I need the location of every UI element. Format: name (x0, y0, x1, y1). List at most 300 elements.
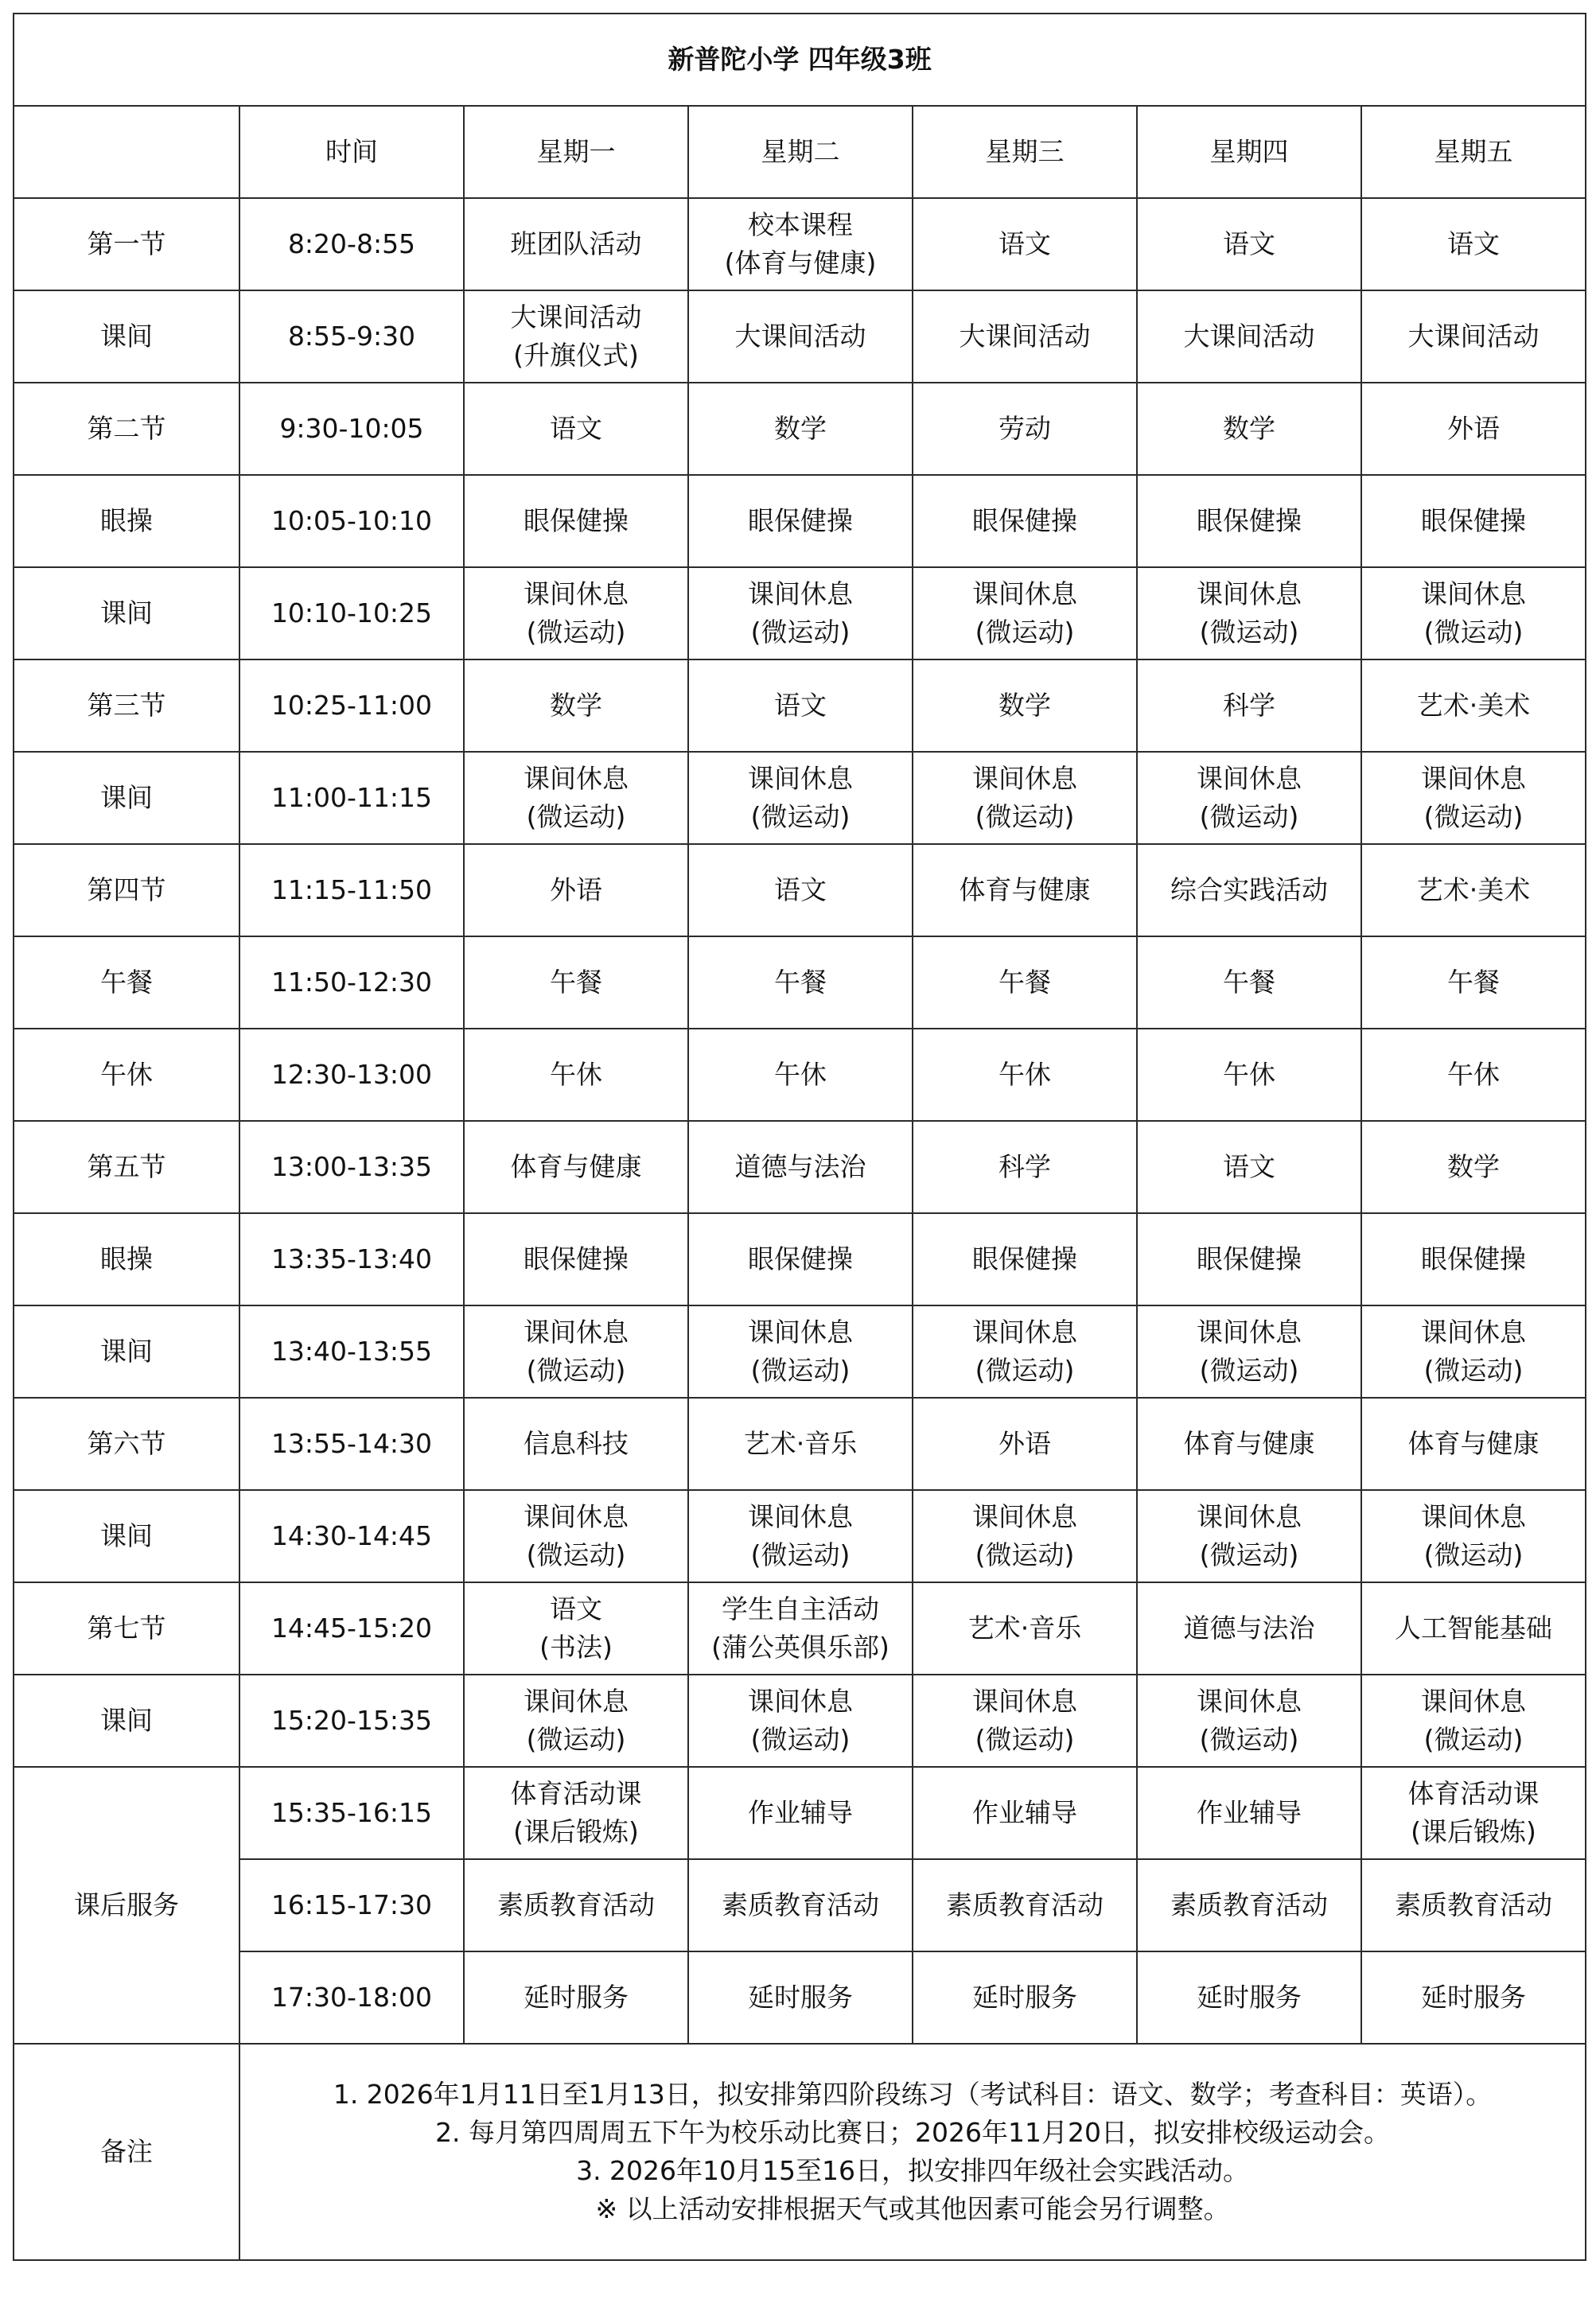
period-label-text: 课间 (100, 1705, 153, 1736)
header-friday: 星期五 (1361, 106, 1586, 198)
cell-wednesday-text: 素质教育活动 (946, 1889, 1104, 1920)
period-label-text: 午餐 (100, 967, 153, 998)
cell-thursday (1137, 1121, 1361, 1213)
cell-monday-text: (升旗仪式) (513, 340, 639, 371)
cell-friday-text: 大课间活动 (1407, 321, 1540, 352)
period-label-text: 第一节 (87, 228, 166, 259)
cell-wednesday-text: (微运动) (975, 1355, 1075, 1386)
cell-thursday-text: 课间休息 (1197, 578, 1302, 609)
cell-monday-text: 课间休息 (524, 1317, 629, 1348)
header-corner (14, 106, 239, 198)
cell-wednesday (913, 844, 1137, 936)
cell-tuesday-text: 作业辅导 (748, 1797, 853, 1828)
cell-tuesday-text: 课间休息 (748, 1317, 853, 1348)
schedule-row (14, 290, 1586, 383)
cell-friday (1361, 1951, 1586, 2044)
period-label (14, 290, 239, 383)
timetable-title: 新普陀小学 四年级3班 (14, 14, 1586, 106)
cell-wednesday (913, 290, 1137, 383)
period-label-text: 课间 (100, 1336, 153, 1367)
time-slot (239, 290, 464, 383)
cell-thursday-text: (微运动) (1199, 1724, 1299, 1755)
note-line: ※ 以上活动安排根据天气或其他因素可能会另行调整。 (595, 2193, 1230, 2224)
cell-thursday-text: 眼保健操 (1197, 1243, 1302, 1274)
cell-wednesday (913, 383, 1137, 475)
cell-tuesday-text: 道德与法治 (734, 1151, 866, 1182)
cell-thursday (1137, 1490, 1361, 1582)
time-slot-text: 13:40-13:55 (271, 1336, 433, 1367)
period-label-text: 第五节 (87, 1151, 166, 1182)
period-label-text: 第三节 (87, 690, 166, 721)
cell-friday (1361, 844, 1586, 936)
time-slot (239, 1029, 464, 1121)
cell-monday-text: 课间休息 (524, 1686, 629, 1717)
cell-monday (464, 1582, 688, 1675)
cell-friday-text: 艺术·美术 (1416, 874, 1531, 905)
after-school-label (14, 1767, 239, 2044)
cell-wednesday-text: 课间休息 (972, 1501, 1077, 1532)
time-slot-text: 15:20-15:35 (271, 1705, 433, 1736)
cell-monday (464, 198, 688, 290)
cell-tuesday (688, 844, 913, 936)
time-slot (239, 752, 464, 844)
cell-monday-text: 素质教育活动 (497, 1889, 655, 1920)
cell-friday (1361, 1675, 1586, 1767)
cell-tuesday-text: 午休 (774, 1059, 827, 1090)
time-slot (239, 659, 464, 752)
cell-thursday (1137, 752, 1361, 844)
cell-monday-text: 大课间活动 (510, 302, 642, 333)
cell-friday-text: 体育活动课 (1407, 1778, 1540, 1809)
cell-monday (464, 1398, 688, 1490)
cell-monday-text: 课间休息 (524, 578, 629, 609)
period-label-text: 第六节 (87, 1428, 166, 1459)
schedule-row (14, 567, 1586, 659)
cell-friday (1361, 1121, 1586, 1213)
after-school-row (14, 1951, 1586, 2044)
cell-friday-text: 课间休息 (1421, 578, 1527, 609)
cell-thursday-text: 语文 (1223, 228, 1275, 259)
cell-thursday-text: 午餐 (1223, 967, 1275, 998)
cell-thursday (1137, 1951, 1361, 2044)
cell-thursday-text: 课间休息 (1197, 1317, 1302, 1348)
time-slot (239, 1859, 464, 1951)
cell-thursday-text: 大课间活动 (1183, 321, 1315, 352)
cell-friday-text: 延时服务 (1421, 1982, 1527, 2013)
cell-monday-text: 课间休息 (524, 763, 629, 794)
cell-monday-text: (课后锻炼) (513, 1816, 639, 1847)
period-label (14, 567, 239, 659)
cell-monday-text: 眼保健操 (524, 1243, 629, 1274)
period-label-text: 课间 (100, 782, 153, 813)
cell-friday-text: 语文 (1447, 228, 1501, 259)
cell-wednesday (913, 1121, 1137, 1213)
cell-tuesday (688, 1398, 913, 1490)
period-label-text: 午休 (100, 1059, 153, 1090)
period-label (14, 659, 239, 752)
cell-thursday-text: 体育与健康 (1183, 1428, 1315, 1459)
cell-wednesday-text: 作业辅导 (972, 1797, 1077, 1828)
schedule-row (14, 1675, 1586, 1767)
cell-tuesday-text: 延时服务 (748, 1982, 853, 2013)
cell-friday (1361, 475, 1586, 567)
cell-tuesday-text: 语文 (774, 690, 827, 721)
time-slot (239, 1767, 464, 1859)
cell-wednesday-text: 眼保健操 (972, 1243, 1077, 1274)
cell-wednesday (913, 1029, 1137, 1121)
note-line: 2. 每月第四周周五下午为校乐动比赛日；2026年11月20日，拟安排校级运动会。 (435, 2117, 1391, 2148)
period-label (14, 1490, 239, 1582)
cell-friday (1361, 752, 1586, 844)
cell-friday-text: 体育与健康 (1407, 1428, 1540, 1459)
period-label-text: 第二节 (87, 413, 166, 444)
cell-monday (464, 1213, 688, 1305)
cell-monday-text: 课间休息 (524, 1501, 629, 1532)
cell-wednesday-text: 外语 (998, 1428, 1051, 1459)
cell-wednesday-text: (微运动) (975, 1724, 1075, 1755)
cell-friday (1361, 1490, 1586, 1582)
cell-monday (464, 567, 688, 659)
cell-friday-text: 课间休息 (1421, 1317, 1527, 1348)
cell-thursday-text: 课间休息 (1197, 763, 1302, 794)
time-slot-text: 13:35-13:40 (271, 1243, 433, 1274)
time-slot-text: 11:00-11:15 (271, 782, 433, 813)
schedule-row (14, 1029, 1586, 1121)
period-label-text: 第七节 (87, 1613, 166, 1644)
period-label (14, 1675, 239, 1767)
cell-thursday-text: (微运动) (1199, 801, 1299, 832)
header-thursday: 星期四 (1137, 106, 1361, 198)
cell-friday (1361, 1859, 1586, 1951)
period-label-text: 课间 (100, 1520, 153, 1551)
cell-tuesday (688, 752, 913, 844)
time-slot-text: 10:25-11:00 (271, 690, 433, 721)
time-slot-text: 11:50-12:30 (271, 967, 433, 998)
time-slot (239, 844, 464, 936)
cell-tuesday-text: 学生自主活动 (722, 1593, 879, 1624)
schedule-row (14, 659, 1586, 752)
cell-monday-text: (微运动) (526, 1539, 626, 1570)
cell-wednesday (913, 1767, 1137, 1859)
time-slot-text: 14:30-14:45 (271, 1520, 433, 1551)
period-label-text: 课间 (100, 597, 153, 628)
time-slot (239, 475, 464, 567)
cell-wednesday (913, 936, 1137, 1029)
cell-monday (464, 844, 688, 936)
schedule-row (14, 1305, 1586, 1398)
cell-friday-text: (微运动) (1423, 1355, 1524, 1386)
cell-monday (464, 1951, 688, 2044)
cell-wednesday (913, 1213, 1137, 1305)
cell-thursday (1137, 198, 1361, 290)
cell-monday (464, 1767, 688, 1859)
cell-monday (464, 1121, 688, 1213)
time-slot-text: 11:15-11:50 (271, 874, 433, 905)
cell-friday-text: 午餐 (1447, 967, 1501, 998)
class-timetable (13, 13, 1586, 2261)
cell-friday-text: (微运动) (1423, 1539, 1524, 1570)
cell-friday-text: (微运动) (1423, 801, 1524, 832)
cell-thursday (1137, 475, 1361, 567)
timetable-sheet (13, 13, 1586, 2261)
header-row (14, 106, 1586, 198)
cell-wednesday (913, 1675, 1137, 1767)
time-slot-text: 13:55-14:30 (271, 1428, 433, 1459)
period-label (14, 1121, 239, 1213)
cell-monday-text: 午餐 (550, 967, 602, 998)
period-label (14, 1398, 239, 1490)
schedule-row (14, 198, 1586, 290)
cell-thursday-text: 数学 (1223, 413, 1275, 444)
time-slot (239, 1490, 464, 1582)
period-label-text: 眼操 (100, 505, 153, 536)
cell-thursday (1137, 383, 1361, 475)
cell-friday (1361, 659, 1586, 752)
cell-friday (1361, 1767, 1586, 1859)
cell-wednesday (913, 1859, 1137, 1951)
cell-friday (1361, 290, 1586, 383)
period-label (14, 936, 239, 1029)
time-slot-text: 13:00-13:35 (271, 1151, 433, 1182)
cell-friday-text: 课间休息 (1421, 763, 1527, 794)
cell-tuesday (688, 475, 913, 567)
notes-label (14, 2044, 239, 2260)
cell-tuesday-text: 数学 (774, 413, 827, 444)
cell-friday-text: (课后锻炼) (1411, 1816, 1536, 1847)
period-label (14, 1305, 239, 1398)
cell-friday-text: 课间休息 (1421, 1501, 1527, 1532)
notes-content (239, 2044, 1586, 2260)
cell-monday-text: 语文 (550, 413, 602, 444)
note-line: 3. 2026年10月15至16日，拟安排四年级社会实践活动。 (576, 2155, 1250, 2186)
period-label (14, 844, 239, 936)
cell-wednesday (913, 567, 1137, 659)
cell-wednesday-text: 数学 (998, 690, 1051, 721)
cell-thursday-text: 语文 (1223, 1151, 1275, 1182)
cell-wednesday (913, 752, 1137, 844)
cell-thursday-text: 素质教育活动 (1170, 1889, 1328, 1920)
header-monday: 星期一 (464, 106, 688, 198)
cell-friday-text: 外语 (1447, 413, 1501, 444)
cell-tuesday (688, 659, 913, 752)
schedule-row (14, 844, 1586, 936)
cell-wednesday-text: 课间休息 (972, 1317, 1077, 1348)
cell-friday-text: 课间休息 (1421, 1686, 1527, 1717)
cell-tuesday (688, 1582, 913, 1675)
cell-thursday (1137, 1305, 1361, 1398)
period-label-text: 第四节 (87, 874, 166, 905)
cell-thursday (1137, 567, 1361, 659)
period-label (14, 198, 239, 290)
cell-thursday (1137, 1675, 1361, 1767)
cell-monday-text: (微运动) (526, 617, 626, 648)
cell-monday-text: 体育与健康 (510, 1151, 642, 1182)
time-slot (239, 936, 464, 1029)
period-label (14, 1213, 239, 1305)
notes-row (14, 2044, 1586, 2260)
cell-friday-text: 艺术·美术 (1416, 690, 1531, 721)
cell-wednesday (913, 1398, 1137, 1490)
cell-thursday (1137, 1398, 1361, 1490)
schedule-row (14, 1398, 1586, 1490)
cell-monday-text: 眼保健操 (524, 505, 629, 536)
schedule-row (14, 475, 1586, 567)
cell-tuesday-text: (体育与健康) (724, 247, 877, 278)
cell-tuesday (688, 290, 913, 383)
cell-tuesday (688, 1305, 913, 1398)
time-slot-text: 10:05-10:10 (271, 505, 433, 536)
cell-thursday (1137, 1767, 1361, 1859)
cell-thursday-text: (微运动) (1199, 617, 1299, 648)
cell-tuesday (688, 567, 913, 659)
after-school-row (14, 1767, 1586, 1859)
cell-tuesday-text: 艺术·音乐 (743, 1428, 858, 1459)
cell-tuesday-text: (微运动) (750, 801, 851, 832)
cell-thursday (1137, 659, 1361, 752)
time-slot-text: 8:20-8:55 (287, 228, 416, 259)
cell-friday-text: 午休 (1447, 1059, 1501, 1090)
timetable-body (14, 14, 1586, 2260)
cell-friday (1361, 936, 1586, 1029)
cell-monday (464, 1490, 688, 1582)
cell-wednesday-text: 语文 (998, 228, 1051, 259)
cell-thursday-text: 午休 (1223, 1059, 1275, 1090)
cell-monday-text: (微运动) (526, 801, 626, 832)
cell-friday (1361, 198, 1586, 290)
time-slot-text: 15:35-16:15 (271, 1797, 433, 1828)
cell-thursday-text: 作业辅导 (1197, 1797, 1302, 1828)
cell-wednesday-text: 课间休息 (972, 763, 1077, 794)
cell-tuesday (688, 198, 913, 290)
header-time: 时间 (239, 106, 464, 198)
header-tuesday: 星期二 (688, 106, 913, 198)
cell-friday-text: 数学 (1447, 1151, 1501, 1182)
cell-thursday (1137, 290, 1361, 383)
schedule-row (14, 1213, 1586, 1305)
cell-thursday-text: (微运动) (1199, 1355, 1299, 1386)
cell-wednesday (913, 475, 1137, 567)
cell-tuesday-text: 语文 (774, 874, 827, 905)
cell-wednesday (913, 1951, 1137, 2044)
cell-friday (1361, 567, 1586, 659)
cell-thursday (1137, 936, 1361, 1029)
cell-tuesday-text: 大课间活动 (734, 321, 866, 352)
cell-thursday-text: 道德与法治 (1183, 1613, 1315, 1644)
cell-tuesday-text: 课间休息 (748, 1501, 853, 1532)
cell-tuesday (688, 1675, 913, 1767)
period-label (14, 752, 239, 844)
cell-friday (1361, 1213, 1586, 1305)
cell-monday (464, 659, 688, 752)
cell-tuesday-text: 眼保健操 (748, 1243, 853, 1274)
cell-friday (1361, 1582, 1586, 1675)
cell-tuesday-text: 校本课程 (748, 209, 853, 240)
cell-tuesday (688, 383, 913, 475)
cell-tuesday-text: 眼保健操 (748, 505, 853, 536)
cell-friday (1361, 1398, 1586, 1490)
cell-thursday-text: 课间休息 (1197, 1501, 1302, 1532)
schedule-row (14, 752, 1586, 844)
cell-wednesday-text: 艺术·音乐 (967, 1613, 1082, 1644)
time-slot-text: 8:55-9:30 (287, 321, 416, 352)
cell-thursday-text: 课间休息 (1197, 1686, 1302, 1717)
cell-monday-text: 班团队活动 (510, 228, 642, 259)
cell-monday-text: (书法) (539, 1632, 613, 1663)
cell-wednesday-text: 课间休息 (972, 1686, 1077, 1717)
cell-monday-text: 延时服务 (524, 1982, 629, 2013)
time-slot (239, 567, 464, 659)
cell-monday-text: 语文 (550, 1593, 602, 1624)
cell-thursday (1137, 1029, 1361, 1121)
cell-monday (464, 936, 688, 1029)
cell-wednesday-text: (微运动) (975, 1539, 1075, 1570)
cell-friday (1361, 1305, 1586, 1398)
after-school-label-text: 课后服务 (74, 1889, 179, 1920)
cell-thursday (1137, 1213, 1361, 1305)
cell-wednesday (913, 1582, 1137, 1675)
time-slot-text: 14:45-15:20 (271, 1613, 433, 1644)
schedule-row (14, 1490, 1586, 1582)
cell-wednesday-text: 午休 (998, 1059, 1051, 1090)
cell-monday-text: 体育活动课 (510, 1778, 642, 1809)
cell-wednesday-text: 课间休息 (972, 578, 1077, 609)
cell-wednesday-text: 午餐 (998, 967, 1051, 998)
time-slot (239, 1951, 464, 2044)
cell-wednesday-text: (微运动) (975, 801, 1075, 832)
cell-monday-text: 信息科技 (524, 1428, 629, 1459)
cell-monday-text: 外语 (550, 874, 602, 905)
notes-label-text: 备注 (100, 2136, 153, 2167)
cell-monday (464, 475, 688, 567)
time-slot (239, 1582, 464, 1675)
cell-tuesday-text: (微运动) (750, 1724, 851, 1755)
cell-monday-text: (微运动) (526, 1724, 626, 1755)
time-slot (239, 383, 464, 475)
cell-tuesday-text: 午餐 (774, 967, 827, 998)
cell-friday-text: 眼保健操 (1421, 1243, 1527, 1274)
cell-friday (1361, 1029, 1586, 1121)
schedule-row (14, 936, 1586, 1029)
cell-thursday-text: 科学 (1223, 690, 1275, 721)
schedule-row (14, 1582, 1586, 1675)
cell-thursday (1137, 1582, 1361, 1675)
cell-monday-text: (微运动) (526, 1355, 626, 1386)
cell-monday (464, 1675, 688, 1767)
cell-tuesday (688, 1029, 913, 1121)
time-slot (239, 1213, 464, 1305)
note-line: 1. 2026年1月11日至1月13日，拟安排第四阶段练习（考试科目：语文、数学；考查科目：英语）。 (333, 2079, 1493, 2110)
cell-thursday-text: 综合实践活动 (1170, 874, 1328, 905)
cell-wednesday (913, 198, 1137, 290)
cell-tuesday (688, 936, 913, 1029)
time-slot-text: 9:30-10:05 (279, 413, 424, 444)
cell-tuesday (688, 1213, 913, 1305)
cell-thursday-text: 眼保健操 (1197, 505, 1302, 536)
cell-monday (464, 1029, 688, 1121)
time-slot (239, 1121, 464, 1213)
cell-wednesday-text: 体育与健康 (959, 874, 1091, 905)
period-label-text: 课间 (100, 321, 153, 352)
time-slot-text: 12:30-13:00 (271, 1059, 433, 1090)
cell-monday (464, 752, 688, 844)
cell-monday-text: 数学 (550, 690, 602, 721)
cell-friday-text: 人工智能基础 (1395, 1613, 1553, 1644)
cell-friday-text: 素质教育活动 (1395, 1889, 1553, 1920)
cell-wednesday (913, 659, 1137, 752)
cell-friday-text: (微运动) (1423, 1724, 1524, 1755)
cell-tuesday-text: (蒲公英俱乐部) (711, 1632, 889, 1663)
after-school-row (14, 1859, 1586, 1951)
